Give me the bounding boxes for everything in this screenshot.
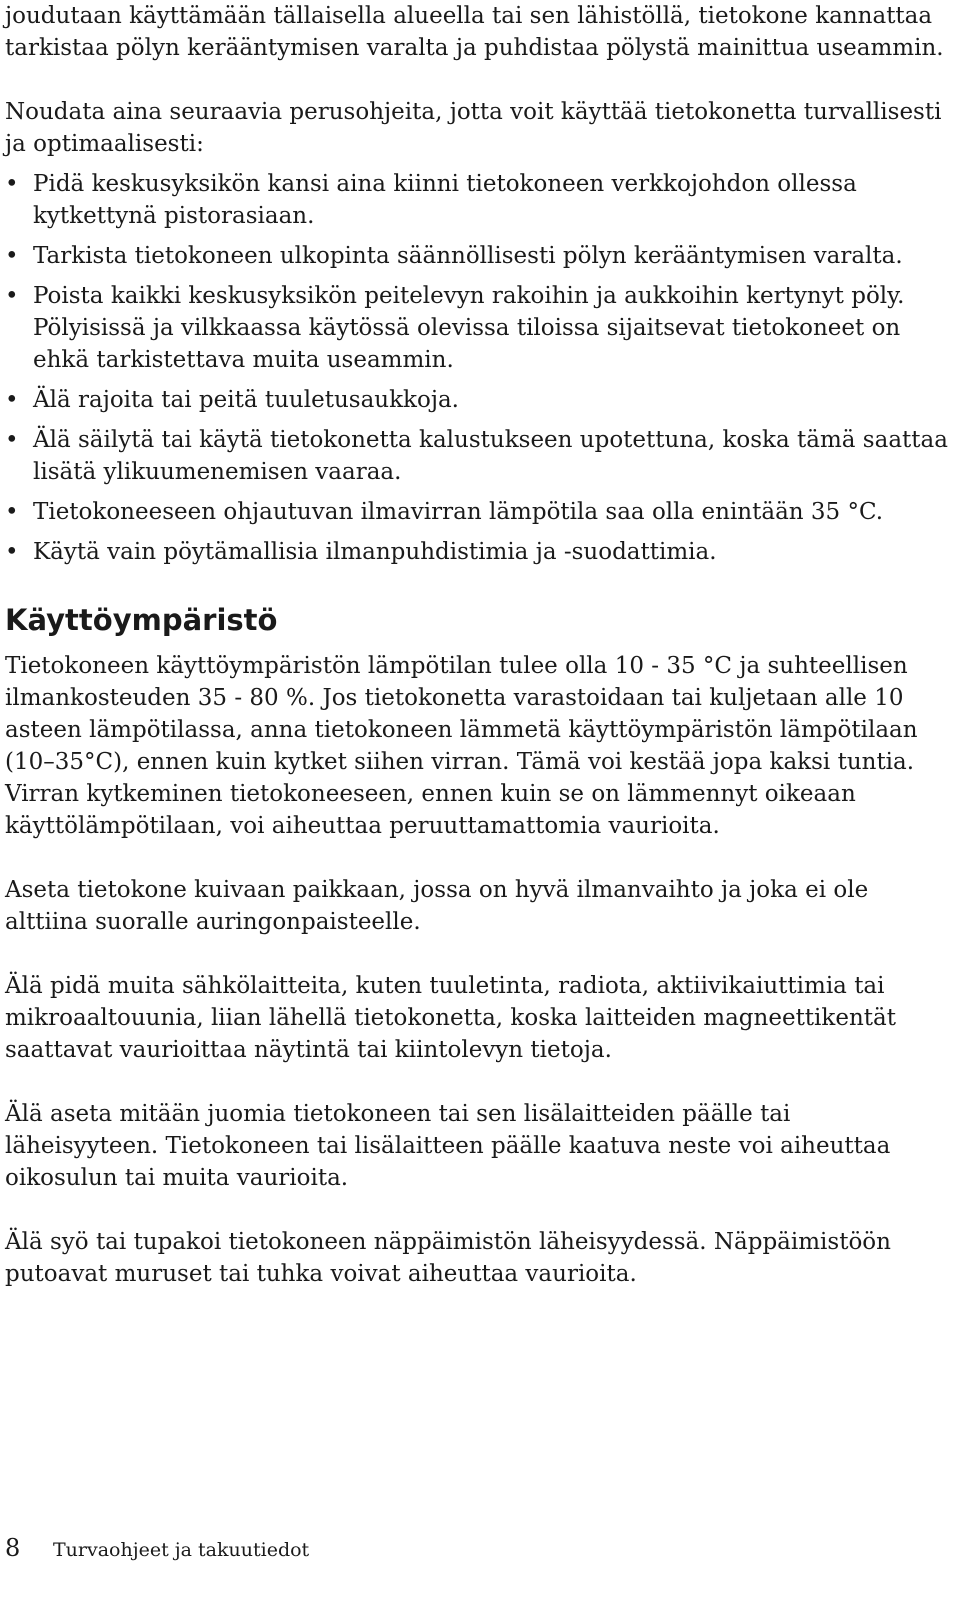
list-item: • Tietokoneeseen ohjautuvan ilmavirran lämpötila saa olla enintään 35 °C. <box>5 496 950 528</box>
book-title: Turvaohjeet ja takuutiedot <box>53 1539 310 1561</box>
list-item: • Älä säilytä tai käytä tietokonetta kalustukseen upotettuna, koska tämä saattaa lisätä ylikuumenemisen vaaraa. <box>5 424 950 488</box>
section-paragraph: Aseta tietokone kuivaan paikkaan, jossa on hyvä ilmanvaihto ja joka ei ole alttiina suoralle auringonpaisteelle. <box>5 877 869 935</box>
list-item: • Poista kaikki keskusyksikön peitelevyn rakoihin ja aukkoihin kertynyt pöly. Pölyisissä ja vilkkaassa käytössä olevissa tiloissa sijaitsevat tietokoneet on ehkä tarkistettava muita useammin. <box>5 280 950 376</box>
list-item: • Tarkista tietokoneen ulkopinta säännöllisesti pölyn kerääntymisen varalta. <box>5 240 950 272</box>
page-footer <box>5 1535 309 1563</box>
list-item: • Pidä keskusyksikön kansi aina kiinni tietokoneen verkkojohdon ollessa kytkettynä pistorasiaan. <box>5 168 950 232</box>
section-paragraph: Älä syö tai tupakoi tietokoneen näppäimistön läheisyydessä. Näppäimistöön putoavat muruset tai tuhka voivat aiheuttaa vaurioita. <box>5 1229 891 1287</box>
guidelines-intro: Noudata aina seuraavia perusohjeita, jotta voit käyttää tietokonetta turvallisesti ja optimaalisesti: <box>5 99 942 157</box>
document-page <box>5 0 950 1290</box>
guideline-list <box>5 168 950 568</box>
list-item: • Käytä vain pöytämallisia ilmanpuhdistimia ja -suodattimia. <box>5 536 950 568</box>
page-number: 8 <box>5 1534 21 1562</box>
section-paragraph: Älä aseta mitään juomia tietokoneen tai sen lisälaitteiden päälle tai läheisyyteen. Tietokoneen tai lisälaitteen päälle kaatuva neste voi aiheuttaa oikosulun tai muita vaurioita. <box>5 1101 891 1191</box>
section-paragraph: Älä pidä muita sähkölaitteita, kuten tuuletinta, radiota, aktiivikaiuttimia tai mikroaaltouunia, liian lähellä tietokonetta, koska laitteiden magneettikentät saattavat vaurioittaa näytintä tai kiintolevyn tietoja. <box>5 973 896 1063</box>
list-item: • Älä rajoita tai peitä tuuletusaukkoja. <box>5 384 950 416</box>
intro-paragraph: joudutaan käyttämään tällaisella alueella tai sen lähistöllä, tietokone kannattaa tarkistaa pölyn kerääntymisen varalta ja puhdistaa pölystä mainittua useammin. <box>5 3 944 61</box>
section-heading: Käyttöympäristö <box>5 603 278 637</box>
section-paragraph: Tietokoneen käyttöympäristön lämpötilan tulee olla 10 - 35 °C ja suhteellisen ilmankosteuden 35 - 80 %. Jos tietokonetta varastoidaan tai kuljetaan alle 10 asteen lämpötilassa, anna tietokoneen lämmetä käyttöympäristön lämpötilaan (10–35°C), ennen kuin kytket siihen virran. Tämä voi kestää jopa kaksi tuntia. Virran kytkeminen tietokoneeseen, ennen kuin se on lämmennyt oikeaan käyttölämpötilaan, voi aiheuttaa peruuttamattomia vaurioita. <box>5 653 918 839</box>
